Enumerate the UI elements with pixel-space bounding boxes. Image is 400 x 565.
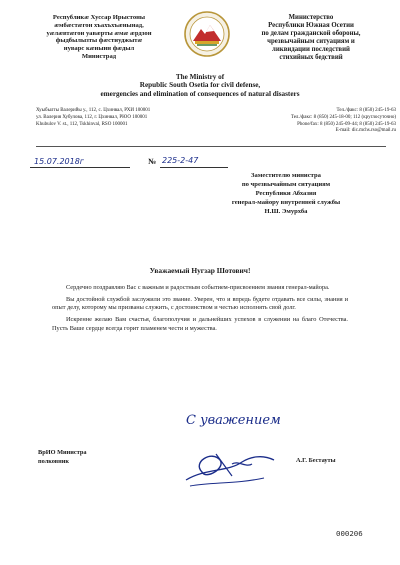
header-russian-line: Республики Южная Осетии	[268, 22, 354, 30]
registration-date: 15.07.2018г	[34, 157, 85, 166]
contact-line: Phone/fax: 8 (850) 245-09-44; 8 (850) 245-19-63	[297, 121, 396, 127]
handwritten-closing: С уважением	[186, 413, 281, 428]
date-underline	[30, 167, 130, 168]
addressee-line: по чрезвычайным ситуациям	[241, 180, 331, 188]
address-line: Хуыбылты Валерийы у., 112, с. Цхинвал, РХИ 100001	[36, 108, 151, 113]
number-underline	[160, 167, 228, 168]
addressee-line: Н.Ш. Эмурхба	[264, 207, 308, 215]
addressee-line: генерал-майору внутренней службы	[231, 198, 341, 206]
header-ossetian	[14, 14, 184, 61]
addressee-line: Республики Абхазия	[255, 189, 317, 197]
header-english-line: The Ministry of	[175, 73, 225, 81]
header-ossetian-line: уæлæвтæгон уавæрты æмæ æрдзон	[46, 29, 152, 37]
header-russian-line: ликвидации последствий	[272, 46, 350, 54]
address-block	[36, 108, 206, 128]
header-russian	[236, 14, 386, 62]
contact-block	[226, 108, 396, 135]
contact-line: E-mail: dic.mchs.rso@mail.ru	[335, 128, 396, 134]
header-english-line: emergencies and elimination of consequences of natural disasters	[100, 89, 300, 98]
header-russian-line: чрезвычайным ситуациям и	[267, 38, 355, 46]
header-ossetian-line: нуварс кæнынн фæдыл	[63, 45, 135, 53]
body-paragraph: Вы достойной службой заслужили это звание. Уверен, что и впредь будете отдавать все силы, знания и опыт делу, которому мы призваны служить, с достоинством и честью исполнять свой долг.	[52, 295, 348, 312]
header-russian-line: Министерство	[288, 14, 334, 21]
header-russian-line: по делам гражданской обороны,	[261, 30, 361, 38]
header-russian-line: стихийных бедствий	[279, 54, 343, 62]
header-english-line: Republic South Osetia for civil defense,	[139, 81, 261, 90]
header-ossetian-line: Республикæ Хуссар Ирыстоны	[52, 14, 146, 21]
header-divider	[36, 146, 386, 147]
registration-number-label: №	[148, 157, 157, 166]
contact-line: Тел./факс: 8 (850) 245-19-63	[336, 108, 396, 113]
signatory-name: А.Г. Бестауты	[296, 457, 336, 464]
registration-number: 225-2-47	[162, 156, 199, 165]
salutation: Уважаемый Нугзар Шотович!	[149, 266, 251, 275]
header-ossetian-line: æмбæстæгон хъахъхъæнынад,	[54, 21, 144, 29]
addressee-block	[196, 172, 376, 216]
address-line: ул. Валерия Хубулова, 112, г. Цхинвал, РЮО 100001	[36, 114, 148, 120]
handwritten-signature	[172, 402, 284, 502]
body-paragraph: Сердечно поздравляю Вас с важным и радостным событием-присвоением звания генерал-майора.	[66, 284, 330, 291]
letter-body	[52, 284, 348, 336]
coat-of-arms-icon	[183, 10, 231, 58]
header-english	[10, 73, 390, 98]
addressee-line: Заместителю министра	[251, 172, 321, 179]
signatory-rank: полковник	[38, 458, 70, 466]
address-line: Khubulov V. st., 112, Tskhinval, RSO 100001	[36, 121, 128, 127]
header-ossetian-line: Министрад	[81, 52, 117, 60]
signatory-title	[38, 448, 128, 467]
body-paragraph: Искренне желаю Вам счастья, благополучия и дальнейших успехов в служении на благо Отечества. Пусть Ваше сердце всегда горит пламенем чести и мужества.	[52, 316, 348, 332]
contact-line: Тел./факс: 8 (850) 245-18-00; 112 (круглосуточно)	[290, 114, 396, 120]
document-number: 000206	[336, 529, 363, 538]
signatory-position: ВрИО Министра	[38, 449, 87, 456]
header-ossetian-line: фыдбылызты фæстиуджытæ	[55, 37, 143, 45]
